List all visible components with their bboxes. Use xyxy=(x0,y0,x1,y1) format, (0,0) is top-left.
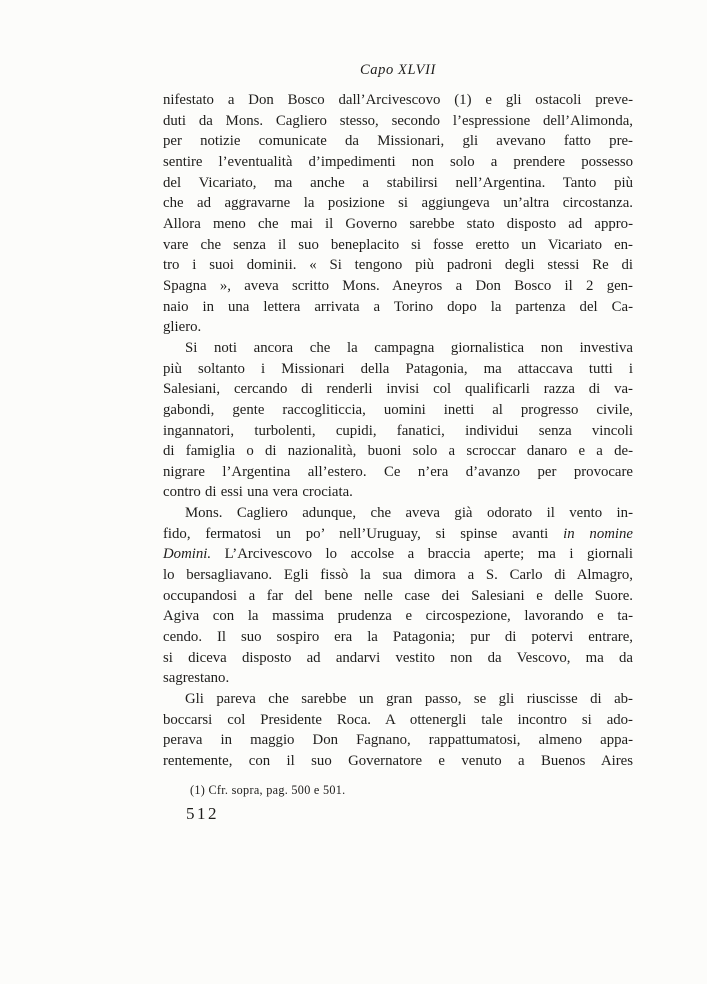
text-line xyxy=(163,152,633,173)
text-line xyxy=(163,627,633,648)
text-line xyxy=(163,359,633,380)
text-line xyxy=(163,90,633,111)
body-text: Agiva con la massima prudenza e circospezione, lavorando e ta- xyxy=(163,608,633,625)
body-text: gabondi, gente raccogliticcia, uomini inetti al progresso civile, xyxy=(163,401,633,418)
body-text: per notizie comunicate da Missionari, gli avevano fatto pre- xyxy=(163,133,633,150)
italic-text: Domini. xyxy=(163,546,212,563)
paragraph xyxy=(163,503,633,689)
body-text: L’Arcivescovo lo accolse a braccia aperte; ma i giornali xyxy=(211,546,633,563)
body-text: che ad aggravarne la posizione si aggiungeva un’altra circostanza. xyxy=(163,195,633,212)
text-line xyxy=(163,379,633,400)
text-line xyxy=(163,524,633,545)
text-line xyxy=(163,751,633,772)
body-text: nigrare l’Argentina all’estero. Ce n’era d’avanzo per provocare xyxy=(163,463,633,480)
body-text: boccarsi col Presidente Roca. A ottenergli tale incontro si ado- xyxy=(163,711,633,728)
body-text: ingannatori, turbolenti, cupidi, fanatici, individui senza vincoli xyxy=(163,422,633,439)
body-text: fido, fermatosi un po’ nell’Uruguay, si spinse avanti xyxy=(163,525,564,542)
text-line xyxy=(163,668,633,689)
text-line xyxy=(163,193,633,214)
body-text: duti da Mons. Cagliero stesso, secondo l’espressione dell’Alimonda, xyxy=(163,112,633,129)
text-line xyxy=(163,421,633,442)
text-line xyxy=(163,173,633,194)
text-line xyxy=(163,338,633,359)
chapter-header: Capo XLVII xyxy=(360,62,436,78)
text-line xyxy=(163,276,633,297)
body-text: nifestato a Don Bosco dall’Arcivescovo (1) e gli ostacoli preve- xyxy=(163,92,633,108)
text-line xyxy=(163,482,633,503)
text-line xyxy=(163,730,633,751)
text-line xyxy=(163,689,633,710)
text-line xyxy=(163,544,633,565)
text-line xyxy=(163,317,633,338)
body-text: Gli pareva che sarebbe un gran passo, se gli riuscisse di ab- xyxy=(185,691,633,708)
body-text: tro i suoi dominii. « Si tengono più padroni degli stessi Re di xyxy=(163,257,633,274)
body-text: lo bersagliavano. Egli fissò la sua dimora a S. Carlo di Almagro, xyxy=(163,567,633,584)
text-line xyxy=(163,441,633,462)
body-text: Spagna », aveva scritto Mons. Aneyros a Don Bosco il 2 gen- xyxy=(163,277,633,294)
body-text: del Vicariato, ma anche a stabilirsi nell’Argentina. Tanto più xyxy=(163,174,633,191)
body-text: cendo. Il suo sospiro era la Patagonia; pur di potervi entrare, xyxy=(163,629,633,646)
footnote: (1) Cfr. sopra, pag. 500 e 501. xyxy=(190,783,346,797)
text-line xyxy=(163,400,633,421)
text-block xyxy=(163,90,633,772)
text-line xyxy=(163,586,633,607)
paragraph xyxy=(163,338,633,503)
text-line xyxy=(163,565,633,586)
text-line xyxy=(163,111,633,132)
text-line xyxy=(163,297,633,318)
text-line xyxy=(163,503,633,524)
body-text: naio in una lettera arrivata a Torino dopo la partenza del Ca- xyxy=(163,298,633,315)
body-text: Allora meno che mai il Governo sarebbe stato disposto ad appro- xyxy=(163,215,633,232)
paragraph xyxy=(163,689,633,772)
body-text: Si noti ancora che la campagna giornalistica non investiva xyxy=(185,339,633,356)
text-line xyxy=(163,462,633,483)
text-line xyxy=(163,710,633,731)
page-number: 512 xyxy=(186,804,219,823)
body-text: gliero. xyxy=(163,319,202,336)
text-line xyxy=(163,131,633,152)
body-text: sagrestano. xyxy=(163,670,230,687)
body-text: di famiglia o di nazionalità, buoni solo a scroccar danaro e a de- xyxy=(163,443,633,460)
text-line xyxy=(163,235,633,256)
body-text: Mons. Cagliero adunque, che aveva già odorato il vento in- xyxy=(185,505,633,522)
paragraph xyxy=(163,90,633,338)
body-text: rentemente, con il suo Governatore e venuto a Buenos Aires xyxy=(163,753,633,769)
body-text: contro di essi una vera crociata. xyxy=(163,484,353,501)
body-text: sentire l’eventualità d’impedimenti non solo a prendere possesso xyxy=(163,153,633,170)
body-text: perava in maggio Don Fagnano, rappattumatosi, almeno appa- xyxy=(163,732,633,749)
text-line xyxy=(163,255,633,276)
body-text: occupandosi a far del bene nelle case dei Salesiani e delle Suore. xyxy=(163,587,633,604)
text-line xyxy=(163,606,633,627)
body-text: più soltanto i Missionari della Patagonia, ma attaccava tutti i xyxy=(163,360,633,377)
italic-text: in nomine xyxy=(563,525,633,542)
text-line xyxy=(163,214,633,235)
text-line xyxy=(163,648,633,669)
body-text: Salesiani, cercando di renderli invisi col qualificarli razza di va- xyxy=(163,381,633,398)
body-text: si diceva disposto ad andarvi vestito non da Vescovo, ma da xyxy=(163,649,633,666)
body-text: vare che senza il suo beneplacito si fosse eretto un Vicariato en- xyxy=(163,236,633,253)
